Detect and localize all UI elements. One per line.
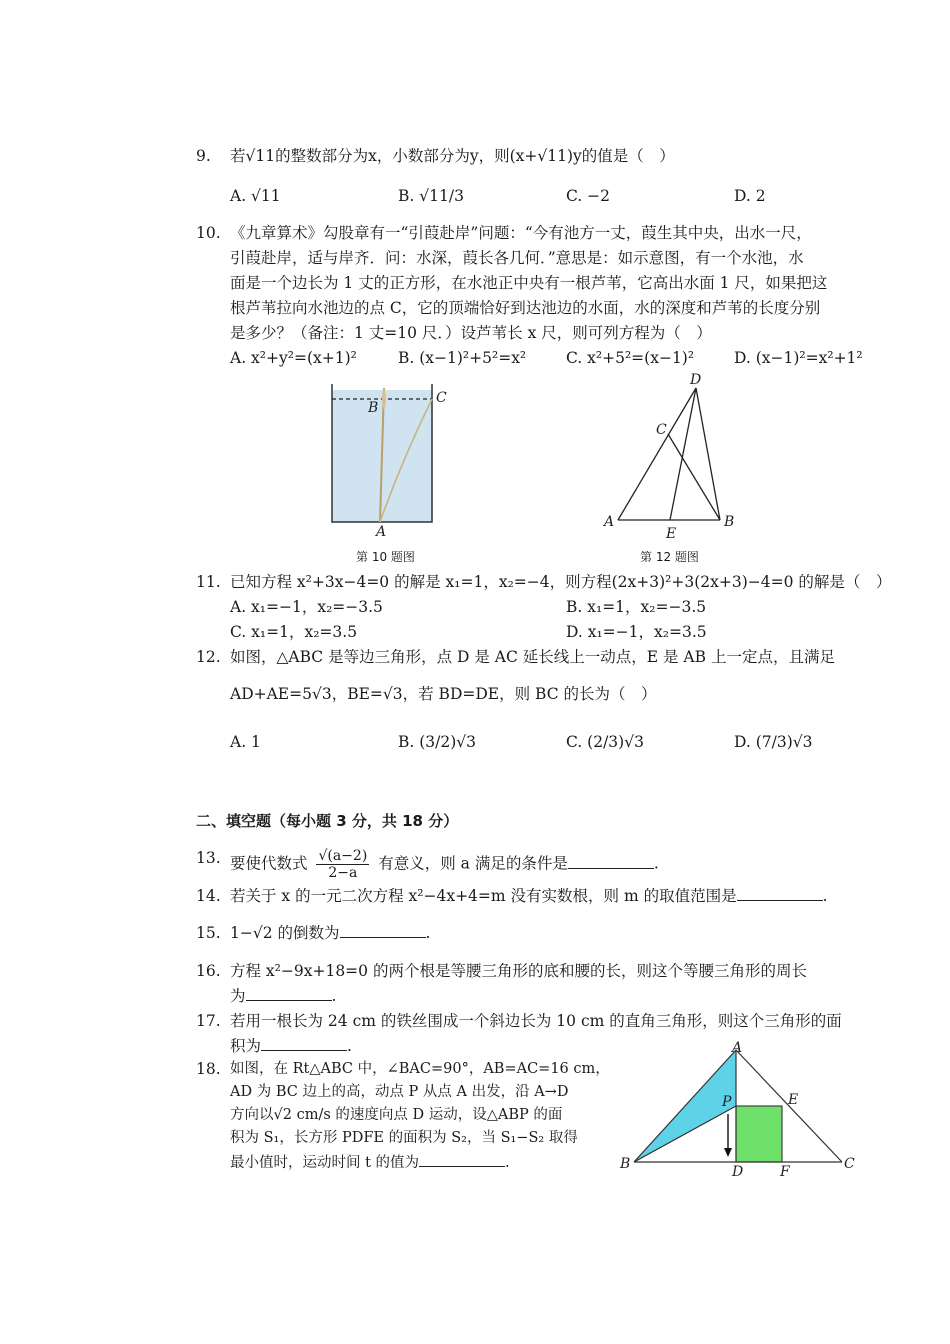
- q18-line-5-text: 最小值时，运动时间 t 的值为: [230, 1155, 420, 1171]
- q9-option-b: B. √11/3: [398, 187, 464, 205]
- q14-text: 若关于 x 的一元二次方程 x²−4x+4=m 没有实数根，则 m 的取值范围是: [230, 887, 737, 905]
- q16-line-2: 为 .: [230, 987, 337, 1005]
- q18-answer-blank[interactable]: [419, 1152, 505, 1167]
- q12-option-c: C. (2/3)√3: [566, 733, 644, 751]
- fig18-label-d: D: [732, 1164, 744, 1180]
- q17-line-2: 积为 .: [230, 1037, 352, 1055]
- fig12-caption: 第 12 题图: [640, 550, 699, 564]
- q13-numerator: √(a−2): [318, 848, 368, 864]
- fig18-label-e: E: [788, 1092, 799, 1108]
- fig18-label-b: B: [620, 1156, 631, 1172]
- q15-text: 1−√2 的倒数为: [230, 924, 340, 942]
- q13-prefix: 要使代数式: [230, 854, 308, 873]
- q10-option-b: B. (x−1)²+5²=x²: [398, 349, 527, 367]
- q15-line: 1−√2 的倒数为 .: [230, 924, 431, 942]
- q14-line: 若关于 x 的一元二次方程 x²−4x+4=m 没有实数根，则 m 的取值范围是 .: [230, 887, 828, 905]
- q12-option-d: D. (7/3)√3: [734, 733, 813, 751]
- section-2-heading: 二、填空题（每小题 3 分，共 18 分）: [196, 812, 459, 830]
- q9-option-c: C. −2: [566, 187, 611, 205]
- q10-line-5: 是多少？（备注：1 丈=10 尺．）设芦苇长 x 尺，则可列方程为（ ）: [230, 324, 712, 342]
- figure-10-pond-diagram: [322, 380, 452, 540]
- fig12-label-b: B: [724, 514, 735, 530]
- q14-number: 14.: [196, 887, 221, 905]
- q17-answer-blank[interactable]: [261, 1036, 347, 1051]
- q18-line-3: 方向以√2 cm/s 的速度向点 D 运动，设△ABP 的面: [230, 1107, 563, 1123]
- q12-number: 12.: [196, 648, 221, 666]
- q18-line-1: 如图，在 Rt△ABC 中，∠BAC=90°，AB=AC=16 cm，: [230, 1061, 610, 1077]
- q10-line-2: 引葭赴岸，适与岸齐．问：水深，葭长各几何．”意思是：如示意图，有一个水池，水: [230, 249, 804, 267]
- q11-option-a: A. x₁=−1，x₂=−3.5: [230, 598, 383, 616]
- segment-ad: [618, 388, 696, 520]
- figure-18-right-triangle-diagram: [616, 1040, 862, 1180]
- q10-line-1: 《九章算术》勾股章有一“引葭赴岸”问题：“今有池方一丈，葭生其中央，出水一尺，: [230, 224, 812, 242]
- fig10-label-a: A: [376, 524, 387, 540]
- fig12-label-d: D: [690, 372, 702, 388]
- q9-option-d: D. 2: [734, 187, 766, 205]
- q18-line-5: 最小值时，运动时间 t 的值为 .: [230, 1152, 510, 1173]
- figure-12-triangle-diagram: [596, 366, 756, 546]
- q16-line-1: 方程 x²−9x+18=0 的两个根是等腰三角形的底和腰的长，则这个等腰三角形的周长: [230, 962, 807, 980]
- q16-answer-blank[interactable]: [246, 986, 332, 1001]
- q10-number: 10.: [196, 224, 221, 242]
- q11-number: 11.: [196, 573, 221, 591]
- fig12-label-e: E: [666, 526, 677, 542]
- q16-number: 16.: [196, 962, 221, 980]
- q18-number: 18.: [196, 1060, 221, 1078]
- fig18-label-f: F: [780, 1164, 790, 1180]
- q12-option-b: B. (3/2)√3: [398, 733, 477, 751]
- fig12-label-a: A: [604, 514, 615, 530]
- q13-fraction: [316, 848, 369, 881]
- q10-line-3: 面是一个边长为 1 丈的正方形，在水池正中央有一根芦苇，它高出水面 1 尺，如果把这: [230, 274, 828, 292]
- q10-option-c: C. x²+5²=(x−1)²: [566, 349, 695, 367]
- q17-number: 17.: [196, 1012, 221, 1030]
- fig12-label-c: C: [656, 422, 667, 438]
- motion-arrow-head: [724, 1148, 732, 1157]
- q14-answer-blank[interactable]: [737, 886, 823, 901]
- q13-denominator: 2−a: [328, 865, 358, 881]
- q10-option-a: A. x²+y²=(x+1)²: [230, 349, 357, 367]
- fig10-caption: 第 10 题图: [356, 550, 415, 564]
- q13-text: 要使代数式 $\frac{√(a-2)}{2-a}$ 有意义，则 a 满足的条件是 .: [230, 848, 659, 881]
- fig18-label-a: A: [732, 1040, 743, 1056]
- q9-text: 若√11的整数部分为x，小数部分为y，则(x+√11)y的值是（ ）: [230, 147, 675, 165]
- q11-text: 已知方程 x²+3x−4=0 的解是 x₁=1，x₂=−4，则方程(2x+3)²+3(2x+3)−4=0 的解是（ ）: [230, 573, 892, 591]
- q9-number: 9.: [196, 147, 211, 165]
- q17-line-2-text: 积为: [230, 1037, 262, 1055]
- fig10-label-c: C: [436, 390, 447, 406]
- fig18-label-c: C: [844, 1156, 855, 1172]
- q18-line-4: 积为 S₁，长方形 PDFE 的面积为 S₂，当 S₁−S₂ 取得: [230, 1130, 578, 1146]
- q12-option-a: A. 1: [230, 733, 261, 751]
- q13-number: 13.: [196, 849, 221, 867]
- q10-option-d: D. (x−1)²=x²+1²: [734, 349, 863, 367]
- q11-option-d: D. x₁=−1，x₂=3.5: [566, 623, 707, 641]
- q15-number: 15.: [196, 924, 221, 942]
- fig18-label-p: P: [722, 1094, 732, 1110]
- q12-line-1: 如图，△ABC 是等边三角形，点 D 是 AC 延长线上一动点，E 是 AB 上一定点，且满足: [230, 648, 835, 666]
- rectangle-pdfe: [736, 1106, 782, 1162]
- q12-line-2: AD+AE=5√3，BE=√3，若 BD=DE，则 BC 的长为（ ）: [230, 685, 657, 703]
- fig10-label-b: B: [368, 400, 379, 416]
- q10-line-4: 根芦苇拉向水池边的点 C，它的顶端恰好到达池边的水面，水的深度和芦苇的长度分别: [230, 299, 821, 317]
- q11-option-c: C. x₁=1，x₂=3.5: [230, 623, 358, 641]
- q9-option-a: A. √11: [230, 187, 281, 205]
- segment-de: [670, 388, 696, 520]
- q13-answer-blank[interactable]: [568, 854, 654, 869]
- q16-line-2-text: 为: [230, 987, 246, 1005]
- q18-line-2: AD 为 BC 边上的高，动点 P 从点 A 出发，沿 A→D: [230, 1084, 569, 1100]
- q13-suffix: 有意义，则 a 满足的条件是: [378, 854, 568, 873]
- q17-line-1: 若用一根长为 24 cm 的铁丝围成一个斜边长为 10 cm 的直角三角形，则这个三角形的面: [230, 1012, 842, 1030]
- q15-answer-blank[interactable]: [340, 923, 426, 938]
- q11-option-b: B. x₁=1，x₂=−3.5: [566, 598, 707, 616]
